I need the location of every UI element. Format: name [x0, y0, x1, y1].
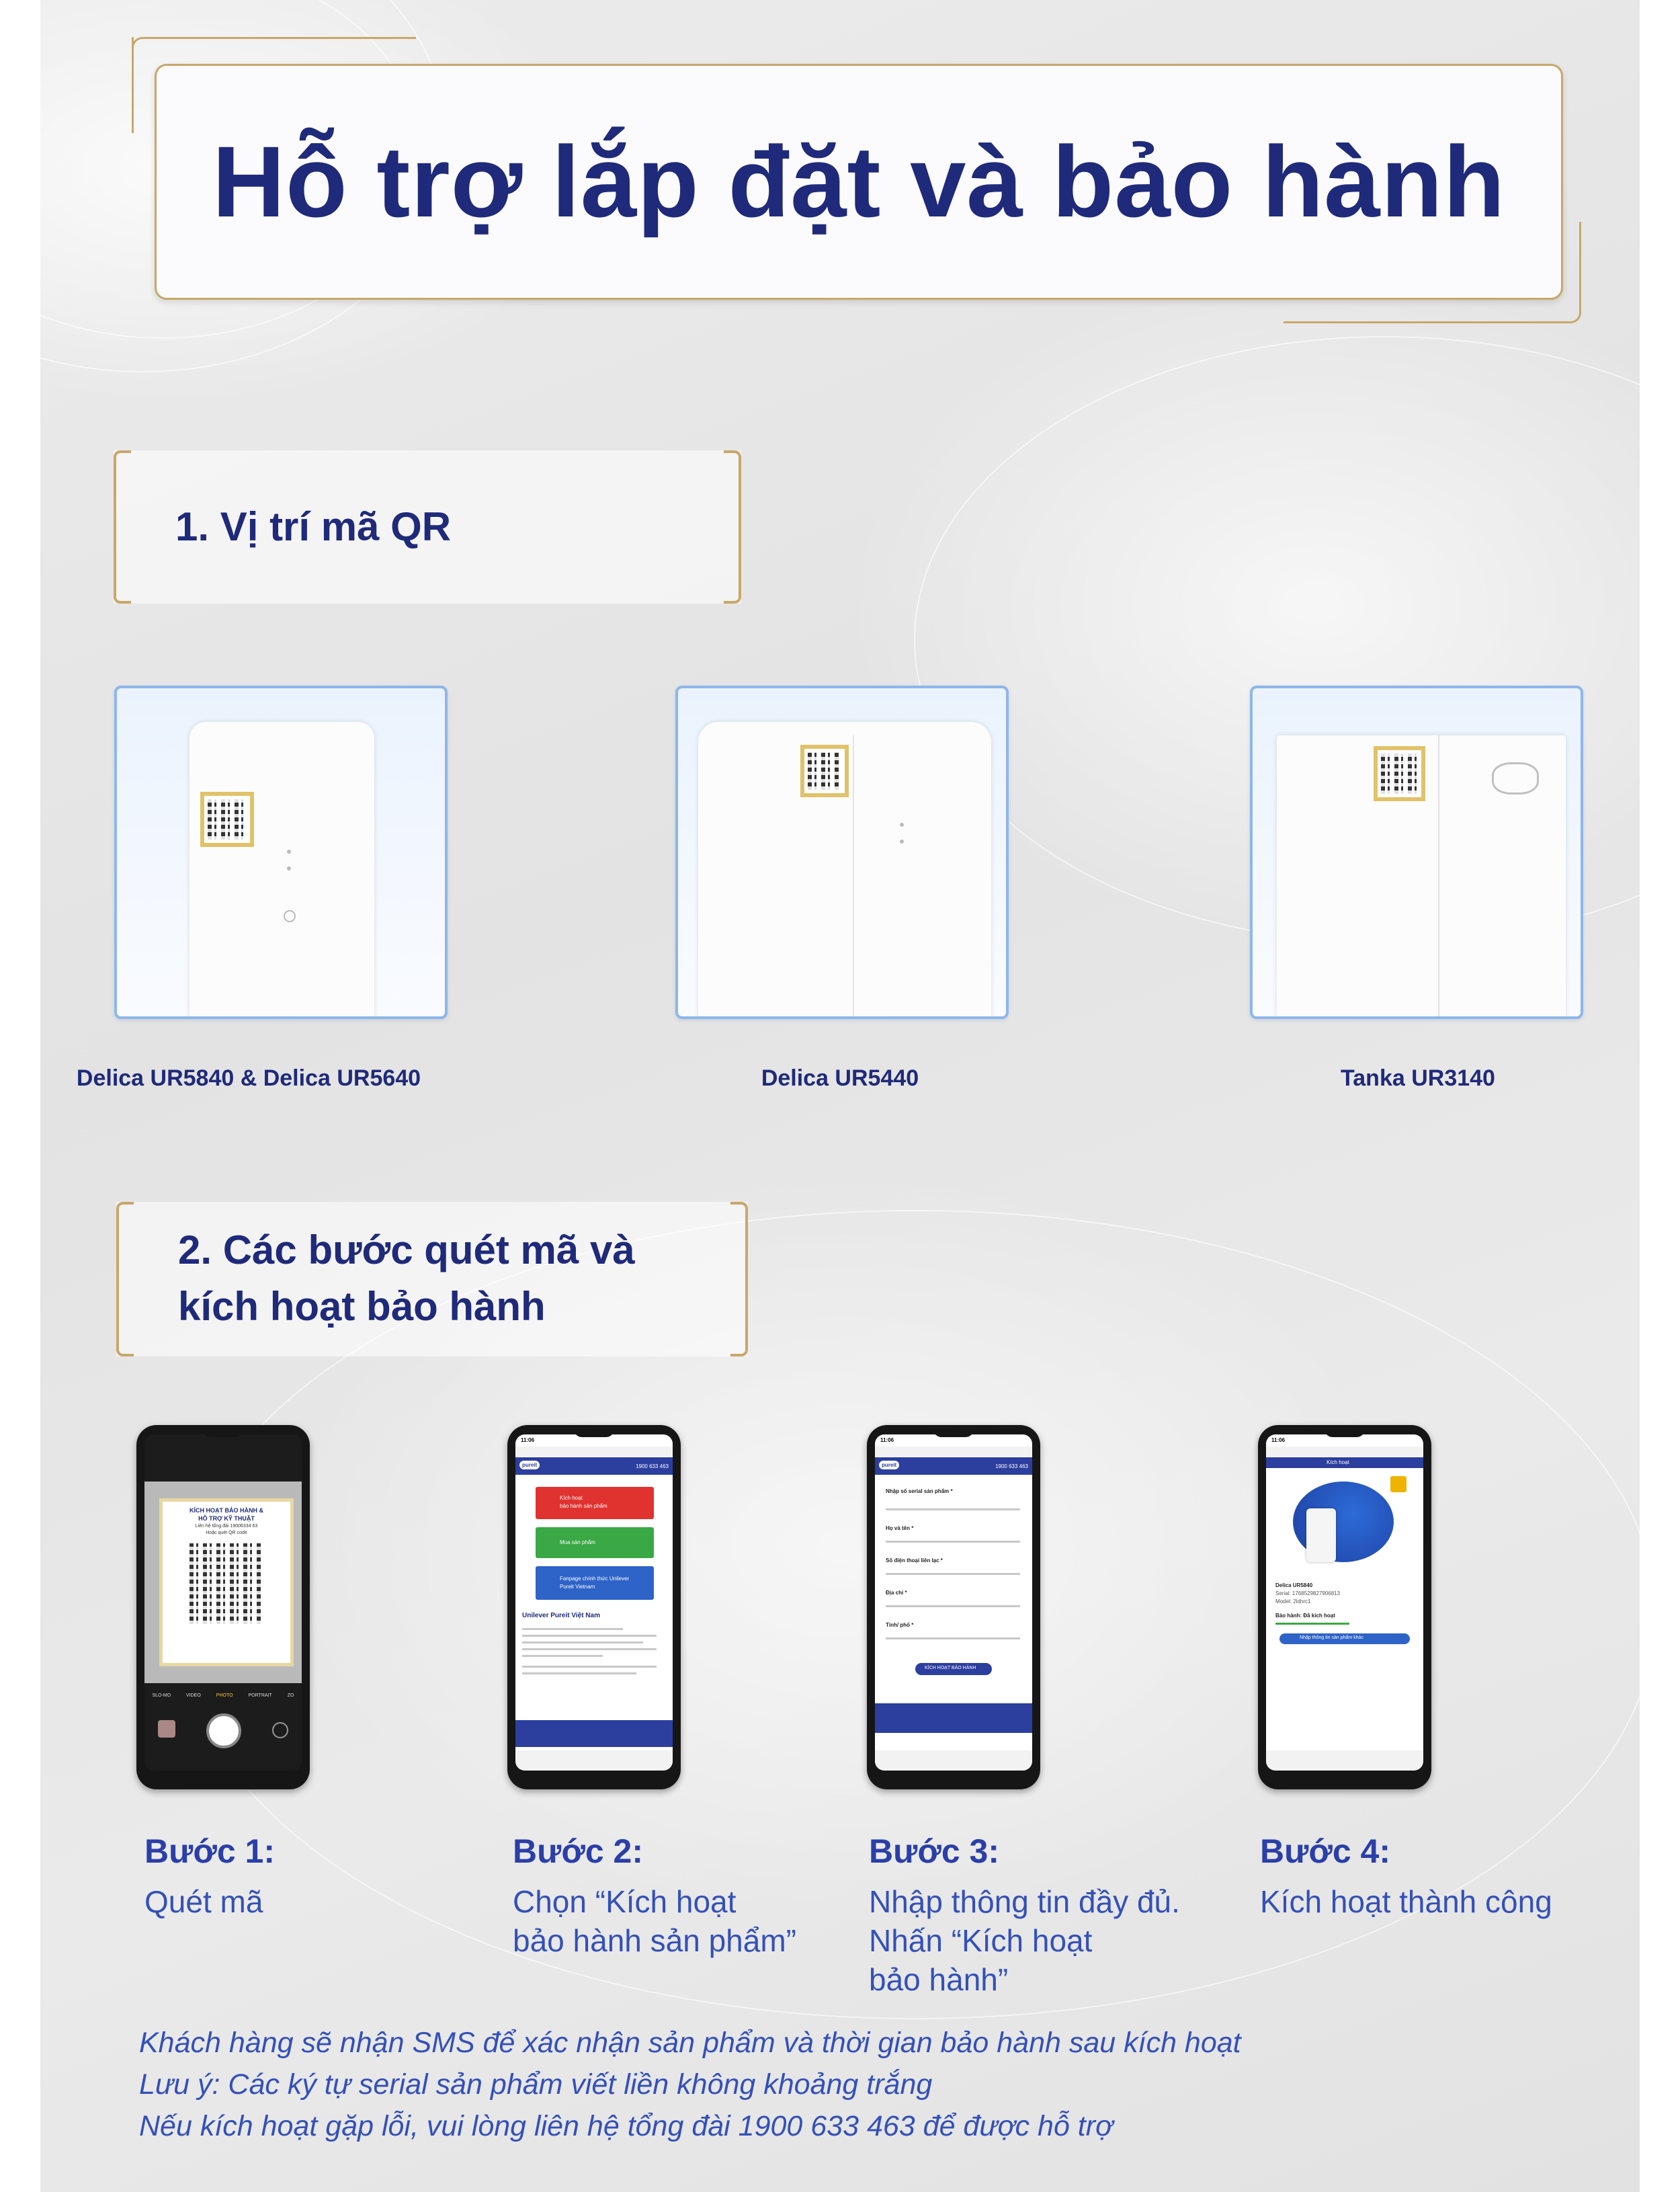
- note-hotline: Nếu kích hoạt gặp lỗi, vui lòng liên hệ tổng đài 1900 633 463 để được hỗ trợ: [139, 2110, 1114, 2142]
- qr-sticker-sub: Liên hệ tổng đài 19006334 63: [195, 1524, 258, 1529]
- site-logo[interactable]: pureit: [879, 1461, 899, 1469]
- indicator-dot: [287, 850, 291, 854]
- hotline-text[interactable]: 1900 633 463: [636, 1463, 669, 1469]
- section-2-heading: [178, 1222, 635, 1335]
- browser-address-bar[interactable]: [1266, 1447, 1423, 1456]
- product-model: Model: 2ldhrc1: [1275, 1598, 1311, 1605]
- browser-toolbar[interactable]: [515, 1750, 673, 1771]
- form-label-name: Họ và tên *: [886, 1525, 914, 1531]
- phone-step-3: [867, 1425, 1040, 1789]
- qr-sticker-title-2: HỖ TRỢ KỸ THUẬT: [198, 1515, 255, 1522]
- camera-mode[interactable]: VIDEO: [186, 1693, 201, 1698]
- city-select[interactable]: [886, 1637, 1020, 1639]
- fanpage-label-1: Fanpage chính thức Unilever: [560, 1576, 630, 1582]
- register-another-button[interactable]: [1279, 1633, 1410, 1644]
- qr-code-icon: [804, 749, 845, 793]
- step-2-title: Bước 2:: [513, 1832, 644, 1870]
- purifier-image: [190, 722, 374, 1019]
- badge-icon: [1390, 1476, 1406, 1492]
- product-caption-3: Tanka UR3140: [1341, 1065, 1495, 1091]
- camera-screen: [144, 1434, 302, 1771]
- section-1-header: [114, 450, 741, 604]
- submit-activation-button[interactable]: [915, 1663, 992, 1675]
- site-header: [875, 1457, 1032, 1475]
- camera-mode[interactable]: ZO: [287, 1693, 294, 1698]
- step-3-title: Bước 3:: [869, 1832, 1000, 1870]
- product-caption-1: Delica UR5840 & Delica UR5640: [76, 1065, 421, 1091]
- company-name: Unilever Pureit Việt Nam: [522, 1612, 600, 1619]
- form-label-phone: Số điện thoại liên lạc *: [886, 1557, 943, 1564]
- site-logo[interactable]: pureit: [519, 1461, 540, 1469]
- serial-input[interactable]: [886, 1508, 1020, 1510]
- camera-mode[interactable]: SLO-MO: [152, 1693, 171, 1698]
- qr-sticker-hint: Hoặc quét QR code: [206, 1531, 247, 1535]
- phone-notch: [933, 1425, 974, 1437]
- buy-product-label: Mua sản phẩm: [560, 1539, 595, 1545]
- section-2-header: [116, 1202, 748, 1356]
- note-serial: Lưu ý: Các ký tự serial sản phẩm viết liền không khoảng trắng: [139, 2068, 933, 2101]
- phone-step-4: [1258, 1425, 1431, 1789]
- step-4-title: Bước 4:: [1260, 1832, 1391, 1870]
- fanpage-label-2: Pureit Vietnam: [560, 1584, 595, 1590]
- text-line: [522, 1655, 603, 1657]
- text-line: [522, 1672, 636, 1674]
- page-background: [40, 0, 1640, 2192]
- text-line: [522, 1648, 657, 1650]
- status-time: 11:06: [521, 1437, 535, 1443]
- note-sms: Khách hàng sẽ nhận SMS để xác nhận sản phẩm và thời gian bảo hành sau kích hoạt: [139, 2027, 1241, 2059]
- qr-code-icon: [190, 1543, 263, 1624]
- section-2-heading-line1: 2. Các bước quét mã và: [178, 1227, 635, 1272]
- brand-logo-icon: [1492, 762, 1539, 795]
- buy-product-button[interactable]: [536, 1527, 654, 1558]
- page-title: Hỗ trợ lắp đặt và bảo hành: [212, 125, 1506, 238]
- site-header: [1266, 1457, 1423, 1468]
- product-name: Delica UR5840: [1275, 1582, 1313, 1588]
- purifier-image: [1277, 735, 1566, 1019]
- website-screen: [515, 1434, 673, 1771]
- panel-seam: [1438, 735, 1439, 1019]
- gallery-thumbnail[interactable]: [158, 1720, 175, 1738]
- step-1-title: Bước 1:: [144, 1832, 276, 1870]
- product-serial: Serial: 1768529827906813: [1275, 1590, 1341, 1596]
- step-2-line: bảo hành sản phẩm”: [513, 1923, 796, 1958]
- activate-warranty-label-1: Kích hoạt: [560, 1495, 583, 1501]
- phone-step-2: [507, 1425, 681, 1789]
- address-input[interactable]: [886, 1605, 1020, 1607]
- name-input[interactable]: [886, 1541, 1020, 1543]
- camera-mode-active[interactable]: PHOTO: [216, 1693, 233, 1698]
- browser-toolbar[interactable]: [1266, 1750, 1423, 1771]
- notes-block: [139, 2022, 1241, 2147]
- success-header: Kích hoạt: [1327, 1459, 1349, 1465]
- hotline-text[interactable]: 1900 633 463: [995, 1463, 1028, 1469]
- qr-code-icon: [1378, 750, 1421, 797]
- browser-address-bar[interactable]: [875, 1447, 1032, 1456]
- bracket-right: [730, 1202, 748, 1356]
- purifier-image: [698, 722, 991, 1019]
- phone-notch: [1325, 1425, 1365, 1437]
- bracket-right: [724, 450, 741, 604]
- browser-toolbar[interactable]: [875, 1750, 1032, 1771]
- text-line: [522, 1641, 643, 1643]
- text-line: [522, 1628, 623, 1630]
- shutter-button[interactable]: [206, 1713, 241, 1748]
- section-2-heading-line2: kích hoạt bảo hành: [178, 1284, 546, 1329]
- indicator-ring: [284, 910, 296, 922]
- step-3-line: bảo hành”: [869, 1962, 1009, 1997]
- bracket-left: [114, 450, 131, 604]
- product-card-3: [1250, 686, 1583, 1019]
- product-card-2: [675, 686, 1009, 1019]
- step-1-line: Quét mã: [144, 1884, 263, 1919]
- product-caption-2: Delica UR5440: [761, 1065, 919, 1091]
- camera-mode-bar[interactable]: [144, 1693, 302, 1698]
- browser-address-bar[interactable]: [515, 1447, 673, 1456]
- panel-seam: [853, 735, 854, 1019]
- phone-step-1: [136, 1425, 310, 1789]
- activate-warranty-button[interactable]: [536, 1487, 654, 1519]
- warranty-status: Bảo hành: Đã kích hoạt: [1275, 1613, 1335, 1619]
- site-footer: [515, 1720, 673, 1747]
- submit-activation-label: KÍCH HOẠT BẢO HÀNH: [925, 1666, 976, 1670]
- fanpage-button[interactable]: [536, 1566, 654, 1600]
- step-3-desc: [869, 1882, 1180, 1999]
- success-screen: [1266, 1434, 1423, 1771]
- title-banner: [155, 64, 1563, 300]
- text-line: [522, 1635, 657, 1637]
- step-2-desc: [513, 1882, 796, 1960]
- indicator-dot: [900, 840, 904, 844]
- qr-sticker: [159, 1498, 294, 1666]
- qr-sticker-title-1: KÍCH HOẠT BẢO HÀNH &: [190, 1507, 263, 1514]
- camera-mode[interactable]: PORTRAIT: [248, 1693, 272, 1698]
- form-label-city: Tỉnh/ phố *: [886, 1622, 914, 1628]
- step-1-desc: [144, 1882, 263, 1921]
- site-footer: [875, 1703, 1032, 1733]
- phone-notch: [574, 1425, 614, 1437]
- bracket-left: [116, 1202, 134, 1356]
- product-card-1: [114, 686, 448, 1019]
- status-highlight: [1275, 1623, 1349, 1625]
- section-1-heading: 1. Vị trí mã QR: [175, 504, 452, 549]
- switch-camera-icon[interactable]: [272, 1722, 288, 1738]
- form-label-serial: Nhập số serial sản phẩm *: [886, 1488, 953, 1494]
- activate-warranty-label-2: bảo hành sản phẩm: [560, 1503, 607, 1509]
- phone-input[interactable]: [886, 1573, 1020, 1575]
- qr-code-icon: [204, 796, 250, 843]
- indicator-dot: [287, 866, 291, 870]
- form-screen: [875, 1434, 1032, 1771]
- text-line: [522, 1666, 657, 1668]
- indicator-dot: [900, 823, 904, 827]
- form-label-address: Địa chỉ *: [886, 1590, 907, 1596]
- step-4-desc: [1260, 1882, 1552, 1921]
- step-3-line: Nhập thông tin đầy đủ.: [869, 1884, 1180, 1919]
- title-frame-accent: [132, 37, 134, 131]
- purifier-thumbnail: [1306, 1508, 1336, 1562]
- step-4-line: Kích hoạt thành công: [1260, 1884, 1552, 1919]
- step-3-line: Nhấn “Kích hoạt: [869, 1923, 1093, 1958]
- site-header: [515, 1457, 673, 1475]
- register-another-label: Nhập thông tin sản phẩm khác: [1300, 1635, 1363, 1640]
- step-2-line: Chọn “Kích hoạt: [513, 1884, 737, 1919]
- status-time: 11:06: [880, 1437, 894, 1443]
- phone-notch: [203, 1425, 243, 1437]
- status-time: 11:06: [1271, 1437, 1286, 1443]
